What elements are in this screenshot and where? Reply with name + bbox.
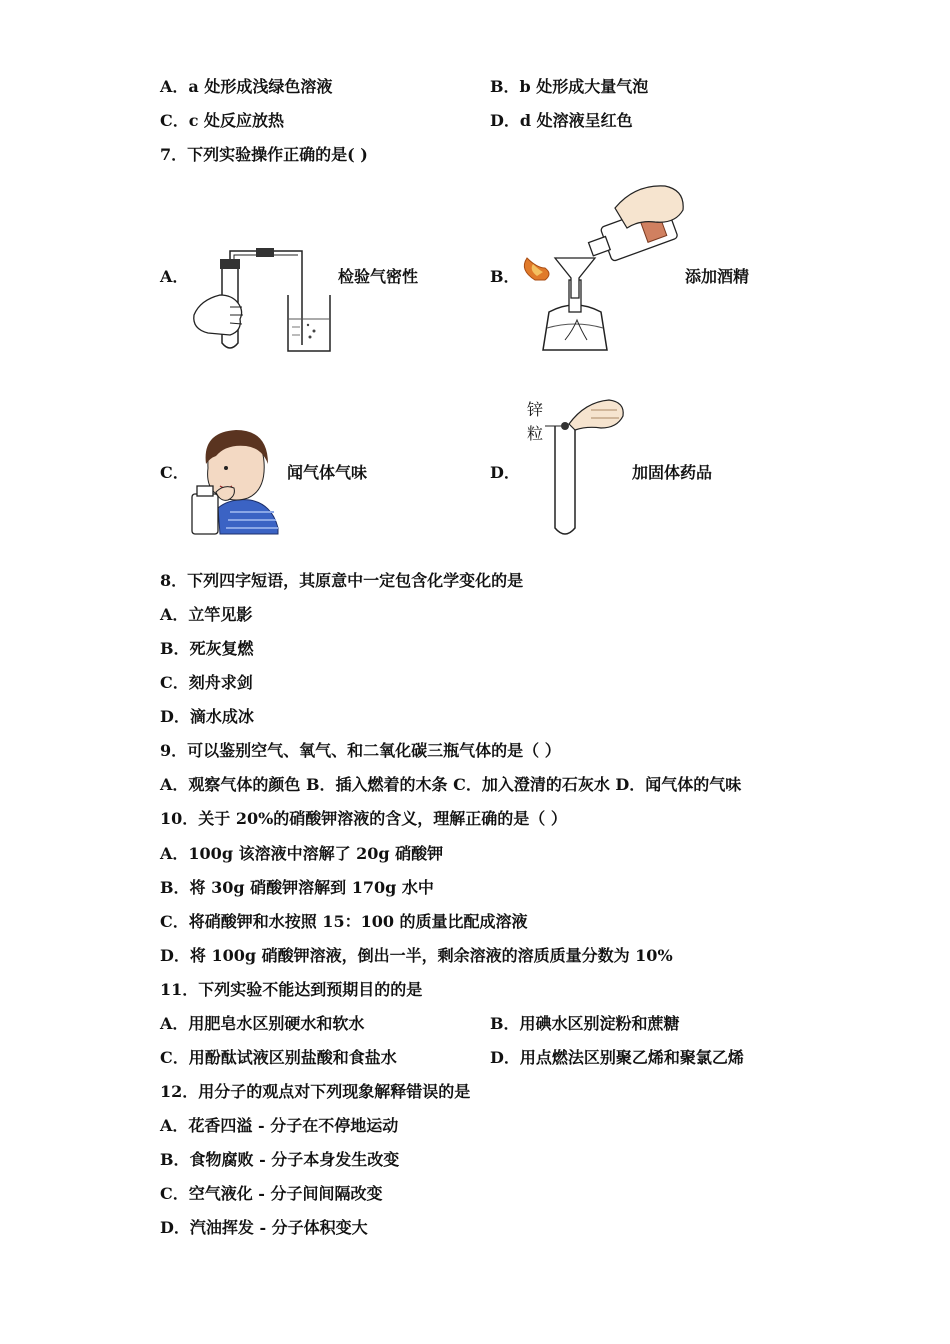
q8-option-a: A．立竿见影 <box>160 605 253 624</box>
q8-stem: 8．下列四字短语，其原意中一定包含化学变化的是 <box>160 571 524 590</box>
q7-option-b-caption: 添加酒精 <box>685 267 750 286</box>
q10-option-c: C．将硝酸钾和水按照 15：100 的质量比配成溶液 <box>160 912 528 931</box>
q6-option-a: A．a 处形成浅绿色溶液 <box>160 77 333 96</box>
q6-option-b: B．b 处形成大量气泡 <box>490 77 649 96</box>
q11-option-b: B．用碘水区别淀粉和蔗糖 <box>490 1014 680 1033</box>
q7-option-d-caption: 加固体药品 <box>632 463 713 482</box>
q11-option-c: C．用酚酞试液区别盐酸和食盐水 <box>160 1048 397 1067</box>
q11-option-a: A．用肥皂水区别硬水和软水 <box>160 1014 365 1033</box>
q12-option-a: A．花香四溢 - 分子在不停地运动 <box>160 1116 399 1135</box>
q12-option-c: C．空气液化 - 分子间间隔改变 <box>160 1184 383 1203</box>
smell-gas-figure <box>190 428 280 536</box>
q12-option-b: B．食物腐败 - 分子本身发生改变 <box>160 1150 400 1169</box>
add-solid-figure <box>545 396 625 541</box>
gas-tightness-figure <box>190 245 340 355</box>
q7-option-a-label: A． <box>160 267 189 286</box>
q10-option-a: A．100g 该溶液中溶解了 20g 硝酸钾 <box>160 844 444 863</box>
q9-options: A．观察气体的颜色 B．插入燃着的木条 C．加入澄清的石灰水 D．闻气体的气味 <box>160 775 742 794</box>
q8-option-d: D．滴水成冰 <box>160 707 254 726</box>
q10-option-b: B．将 30g 硝酸钾溶解到 170g 水中 <box>160 878 434 897</box>
q12-stem: 12．用分子的观点对下列现象解释错误的是 <box>160 1082 471 1101</box>
q11-option-d: D．用点燃法区别聚乙烯和聚氯乙烯 <box>490 1048 744 1067</box>
q7-option-b-label: B． <box>490 267 520 286</box>
q9-stem: 9．可以鉴别空气、氧气、和二氧化碳三瓶气体的是（ ） <box>160 741 561 760</box>
q10-stem: 10．关于 20%的硝酸钾溶液的含义，理解正确的是（ ） <box>160 809 567 828</box>
q7-option-a-caption: 检验气密性 <box>338 267 419 286</box>
zinc-label-char-1: 锌 <box>527 400 544 419</box>
q10-option-d: D．将 100g 硝酸钾溶液，倒出一半，剩余溶液的溶质质量分数为 10% <box>160 946 673 965</box>
zinc-label-char-2: 粒 <box>527 424 544 443</box>
q11-stem: 11．下列实验不能达到预期目的的是 <box>160 980 423 999</box>
q7-option-d-label: D． <box>490 463 520 482</box>
q8-option-c: C．刻舟求剑 <box>160 673 253 692</box>
q6-option-d: D．d 处溶液呈红色 <box>490 111 633 130</box>
q12-option-d: D．汽油挥发 - 分子体积变大 <box>160 1218 368 1237</box>
q7-option-c-caption: 闻气体气味 <box>287 463 368 482</box>
q8-option-b: B．死灰复燃 <box>160 639 254 658</box>
q7-option-c-label: C． <box>160 463 189 482</box>
q7-stem: 7．下列实验操作正确的是( ) <box>160 145 368 164</box>
q6-option-c: C．c 处反应放热 <box>160 111 285 130</box>
add-alcohol-figure <box>515 180 695 360</box>
